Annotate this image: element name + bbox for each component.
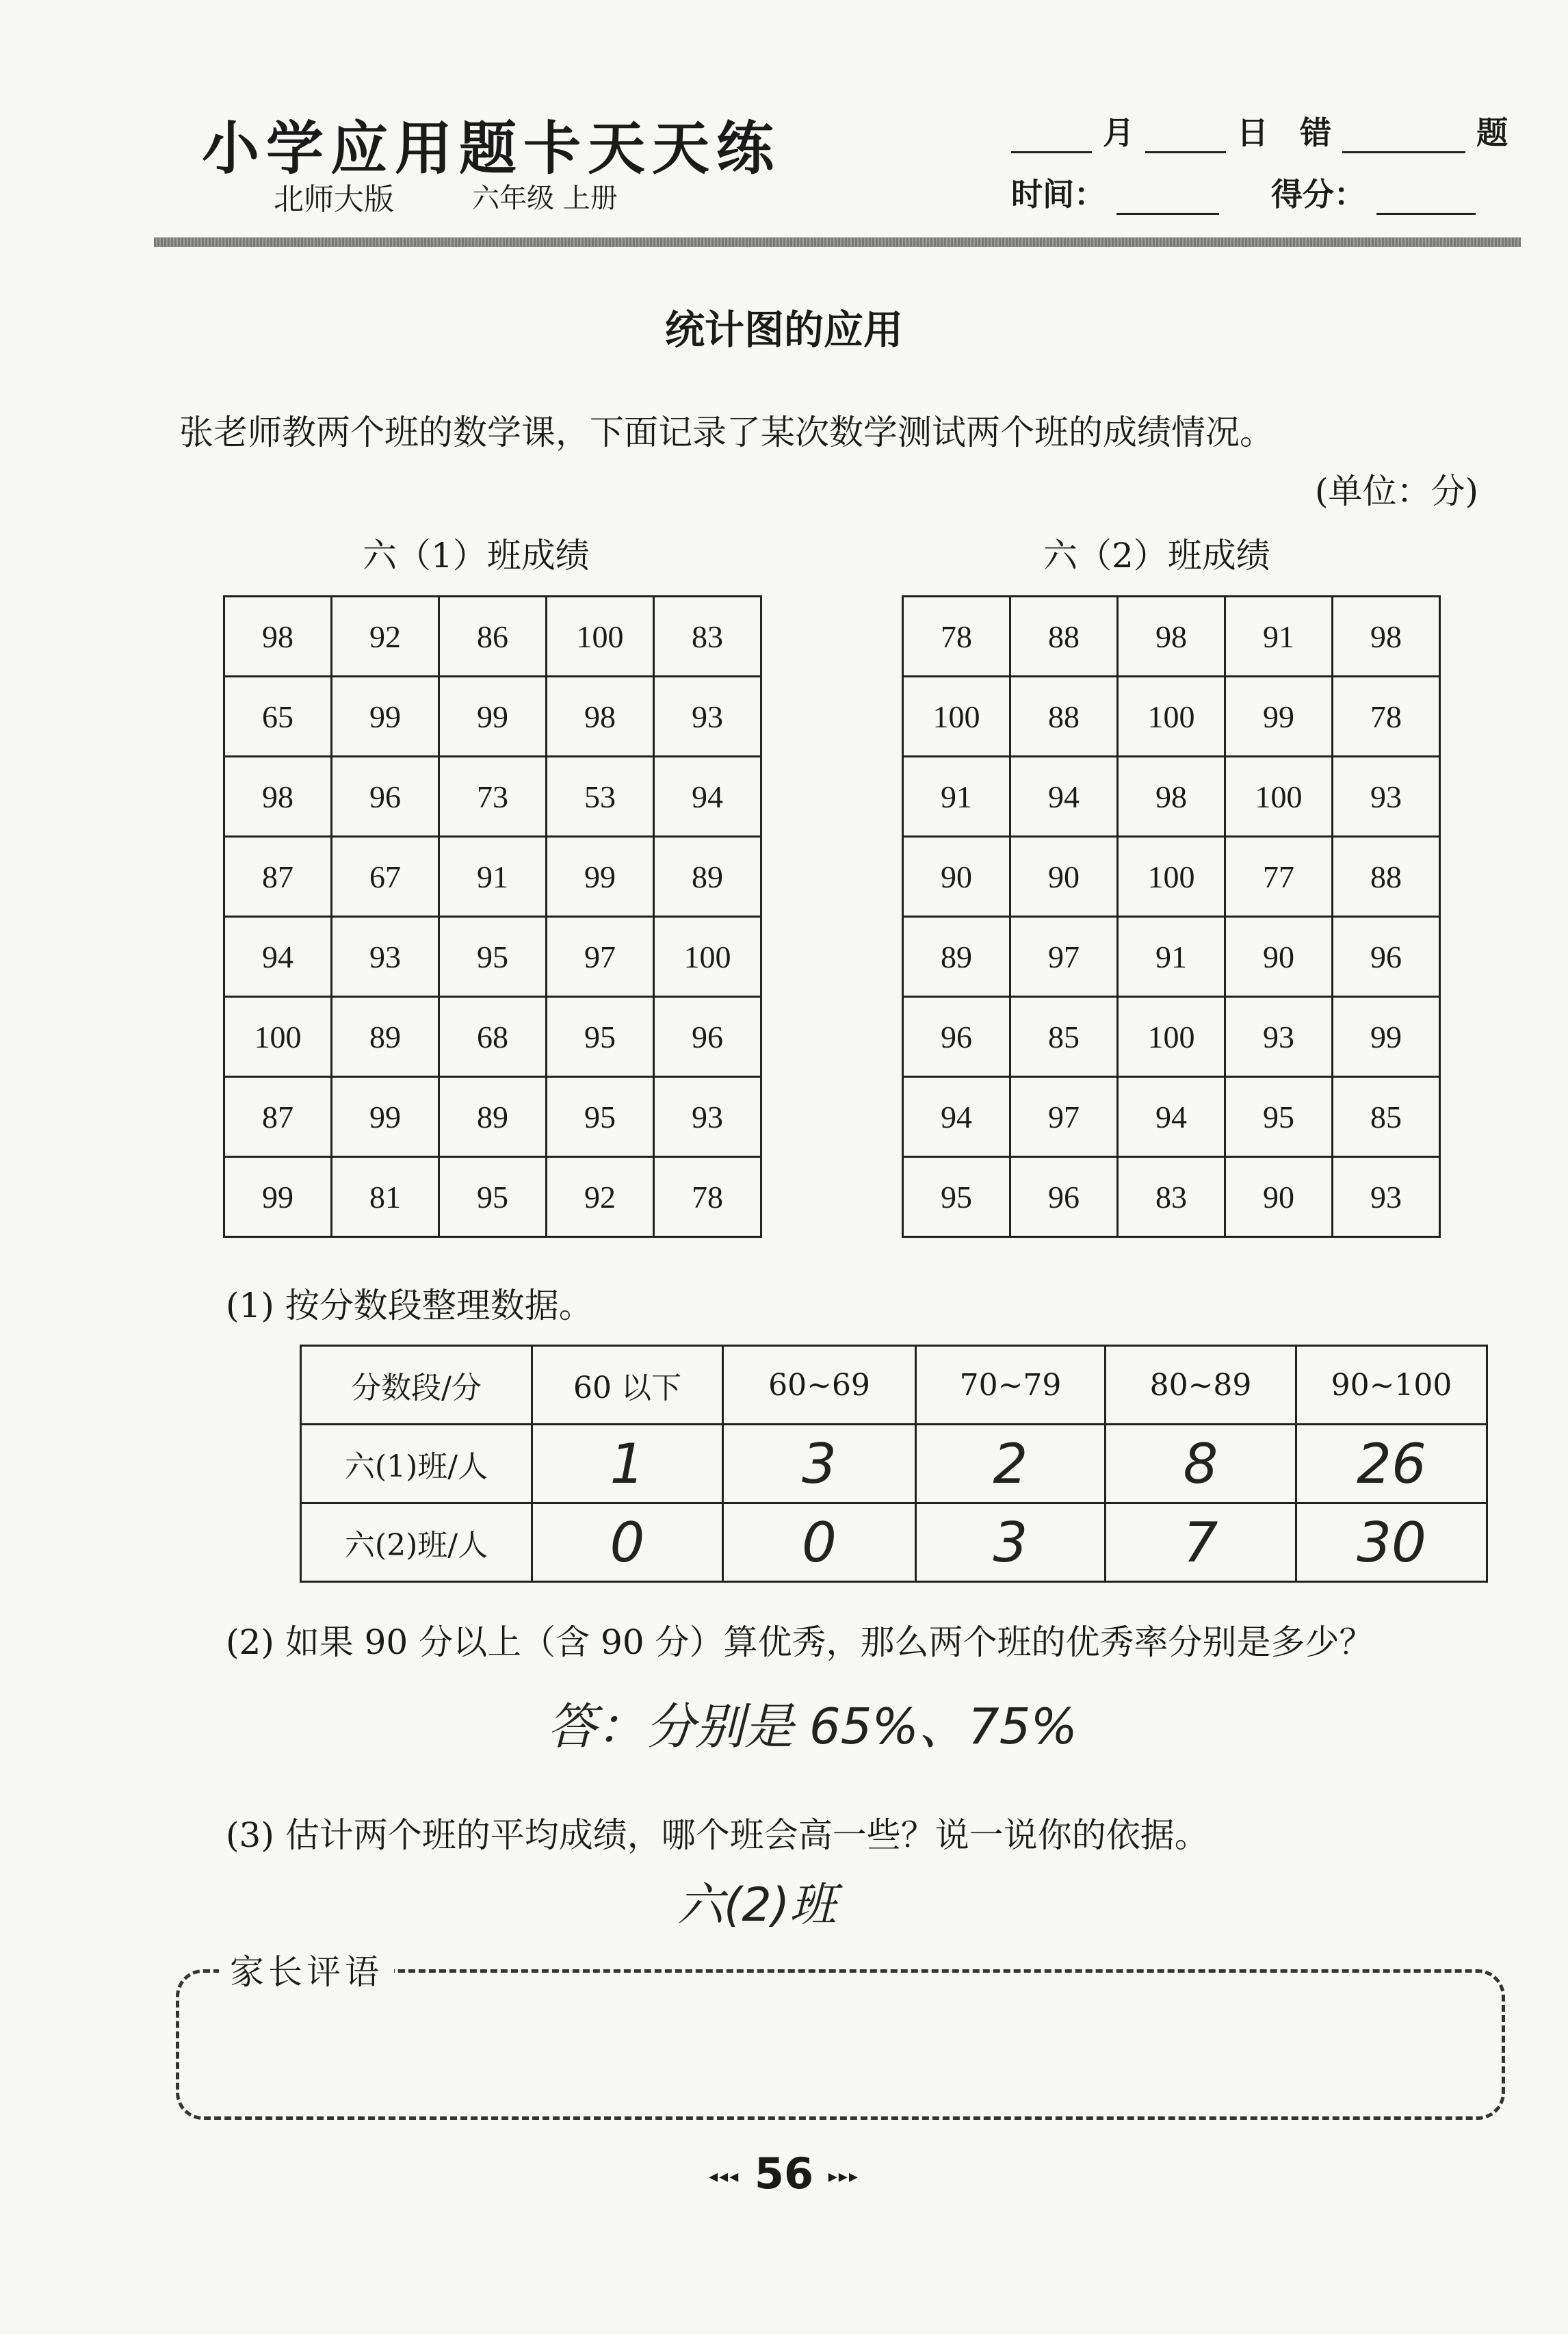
score-cell: 88 — [1010, 677, 1118, 757]
score-cell: 83 — [1118, 1157, 1225, 1237]
table-row — [224, 837, 761, 917]
score-cell: 100 — [1118, 997, 1225, 1077]
table-row — [224, 917, 761, 997]
edition-label: 北师大版 — [274, 182, 394, 217]
score-cell: 53 — [547, 757, 654, 837]
answer-cell: 1 — [532, 1425, 723, 1503]
score-cell: 93 — [654, 1077, 761, 1157]
score-cell: 94 — [1118, 1077, 1225, 1157]
segment-header: 60~69 — [723, 1346, 916, 1425]
score-cell: 98 — [224, 597, 332, 677]
score-cell: 96 — [903, 997, 1010, 1077]
score-cell: 98 — [1118, 597, 1225, 677]
score-cell: 93 — [332, 917, 439, 997]
score-cell: 83 — [654, 597, 761, 677]
segment-header: 70~79 — [916, 1346, 1106, 1425]
score-cell: 94 — [1010, 757, 1118, 837]
score-cell: 89 — [439, 1077, 547, 1157]
segment-header: 80~89 — [1106, 1346, 1296, 1425]
score-cell: 92 — [547, 1157, 654, 1237]
table-row — [903, 917, 1440, 997]
table-row — [224, 997, 761, 1077]
score-cell: 94 — [903, 1077, 1010, 1157]
day-label: 日 — [1237, 114, 1269, 151]
score-cell: 98 — [1333, 597, 1440, 677]
answer-cell: 0 — [723, 1503, 916, 1582]
score-cell: 91 — [1225, 597, 1333, 677]
date-fields — [1011, 108, 1508, 153]
table-row — [301, 1503, 1487, 1582]
question-1: (1) 按分数段整理数据。 — [226, 1286, 593, 1325]
answer-cell: 2 — [916, 1425, 1106, 1503]
table-row — [224, 1077, 761, 1157]
score-cell: 100 — [1118, 837, 1225, 917]
score-cell: 77 — [1225, 837, 1333, 917]
score-cell: 95 — [439, 917, 547, 997]
time-score-fields — [1011, 170, 1476, 215]
score-cell: 90 — [1010, 837, 1118, 917]
question-3: (3) 估计两个班的平均成绩，哪个班会高一些？说一说你的依据。 — [226, 1815, 1209, 1855]
score-cell: 95 — [547, 1077, 654, 1157]
segment-header: 60 以下 — [532, 1346, 723, 1425]
score-cell: 95 — [903, 1157, 1010, 1237]
score-cell: 96 — [332, 757, 439, 837]
day-blank — [1145, 151, 1226, 153]
question-2: (2) 如果 90 分以上（含 90 分）算优秀，那么两个班的优秀率分别是多少？ — [226, 1622, 1374, 1662]
score-cell: 90 — [1225, 1157, 1333, 1237]
score-cell: 90 — [1225, 917, 1333, 997]
grade-label: 六年级 上册 — [472, 183, 618, 214]
score-cell: 90 — [903, 837, 1010, 917]
question-label: 题 — [1476, 114, 1508, 151]
score-cell: 91 — [1118, 917, 1225, 997]
score-cell: 78 — [654, 1157, 761, 1237]
score-label: 得分： — [1271, 176, 1366, 213]
table-row — [224, 1157, 761, 1237]
answer-cell: 0 — [532, 1503, 723, 1582]
score-cell: 99 — [224, 1157, 332, 1237]
score-cell: 99 — [332, 677, 439, 757]
score-cell: 99 — [1225, 677, 1333, 757]
score-cell: 97 — [1010, 917, 1118, 997]
row-label: 六(1)班/人 — [301, 1425, 532, 1503]
score-cell: 95 — [1225, 1077, 1333, 1157]
table-row — [903, 1157, 1440, 1237]
score-cell: 93 — [1333, 757, 1440, 837]
score-cell: 88 — [1333, 837, 1440, 917]
score-cell: 73 — [439, 757, 547, 837]
score-cell: 100 — [654, 917, 761, 997]
answer-cell: 26 — [1296, 1425, 1487, 1503]
unit-label: (单位：分) — [1315, 471, 1479, 511]
answer-cell: 8 — [1106, 1425, 1296, 1503]
score-cell: 98 — [224, 757, 332, 837]
score-cell: 98 — [547, 677, 654, 757]
score-cell: 65 — [224, 677, 332, 757]
score-blank — [1376, 213, 1476, 215]
page-number — [0, 2149, 1568, 2199]
left-arrows-icon: ◂◂◂ — [709, 2166, 740, 2187]
score-cell: 78 — [1333, 677, 1440, 757]
score-cell: 94 — [654, 757, 761, 837]
segment-header: 90~100 — [1296, 1346, 1487, 1425]
score-cell: 99 — [332, 1077, 439, 1157]
score-cell: 100 — [903, 677, 1010, 757]
score-cell: 97 — [1010, 1077, 1118, 1157]
answer-3: 六(2)班 — [677, 1878, 837, 1932]
score-cell: 91 — [439, 837, 547, 917]
table-row — [224, 677, 761, 757]
wrong-blank — [1342, 151, 1465, 153]
score-cell: 100 — [547, 597, 654, 677]
score-cell: 78 — [903, 597, 1010, 677]
table-row — [224, 597, 761, 677]
answer-2: 答：分别是 65%、75% — [547, 1698, 1077, 1755]
score-cell: 89 — [903, 917, 1010, 997]
brand-title: 小学应用题卡天天练 — [202, 114, 781, 182]
score-cell: 85 — [1010, 997, 1118, 1077]
answer-cell: 30 — [1296, 1503, 1487, 1582]
score-cell: 96 — [654, 997, 761, 1077]
score-cell: 100 — [1225, 757, 1333, 837]
score-cell: 100 — [1118, 677, 1225, 757]
row-label: 六(2)班/人 — [301, 1503, 532, 1582]
page-title: 统计图的应用 — [664, 307, 903, 353]
score-cell: 100 — [224, 997, 332, 1077]
table-header-row — [301, 1346, 1487, 1425]
problem-intro: 张老师教两个班的数学课，下面记录了某次数学测试两个班的成绩情况。 — [179, 413, 1274, 452]
table-row — [903, 597, 1440, 677]
answer-cell: 3 — [723, 1425, 916, 1503]
score-cell: 99 — [1333, 997, 1440, 1077]
score-cell: 89 — [654, 837, 761, 917]
class2-caption: 六（2）班成绩 — [1043, 536, 1270, 575]
score-segment-table — [300, 1345, 1488, 1583]
score-cell: 94 — [224, 917, 332, 997]
class2-score-grid — [902, 595, 1441, 1238]
score-cell: 85 — [1333, 1077, 1440, 1157]
table-row — [903, 1077, 1440, 1157]
answer-cell: 3 — [916, 1503, 1106, 1582]
time-label: 时间： — [1011, 176, 1106, 213]
table-row — [301, 1425, 1487, 1503]
score-cell: 89 — [332, 997, 439, 1077]
header-divider — [154, 237, 1521, 247]
score-cell: 93 — [1333, 1157, 1440, 1237]
score-cell: 93 — [654, 677, 761, 757]
right-arrows-icon: ▸▸▸ — [828, 2166, 859, 2187]
score-cell: 81 — [332, 1157, 439, 1237]
score-cell: 98 — [1118, 757, 1225, 837]
table-row — [903, 677, 1440, 757]
score-cell: 87 — [224, 837, 332, 917]
month-label: 月 — [1103, 114, 1135, 151]
class1-caption: 六（1）班成绩 — [363, 536, 590, 575]
time-blank — [1116, 213, 1219, 215]
score-cell: 95 — [439, 1157, 547, 1237]
table-row — [903, 757, 1440, 837]
score-cell: 86 — [439, 597, 547, 677]
page-number-value: 56 — [754, 2149, 814, 2199]
table-row — [903, 997, 1440, 1077]
score-cell: 68 — [439, 997, 547, 1077]
score-cell: 95 — [547, 997, 654, 1077]
score-cell: 93 — [1225, 997, 1333, 1077]
score-cell: 99 — [547, 837, 654, 917]
score-cell: 97 — [547, 917, 654, 997]
wrong-label: 错 — [1300, 114, 1332, 151]
month-blank — [1011, 151, 1092, 153]
score-cell: 88 — [1010, 597, 1118, 677]
parent-comment-label: 家长评语 — [219, 1945, 394, 1994]
answer-cell: 7 — [1106, 1503, 1296, 1582]
score-cell: 91 — [903, 757, 1010, 837]
table-row — [903, 837, 1440, 917]
score-cell: 96 — [1010, 1157, 1118, 1237]
class1-score-grid — [223, 595, 762, 1238]
score-cell: 67 — [332, 837, 439, 917]
table-row — [224, 757, 761, 837]
segment-header: 分数段/分 — [301, 1346, 532, 1425]
score-cell: 96 — [1333, 917, 1440, 997]
score-cell: 92 — [332, 597, 439, 677]
score-cell: 99 — [439, 677, 547, 757]
score-cell: 87 — [224, 1077, 332, 1157]
